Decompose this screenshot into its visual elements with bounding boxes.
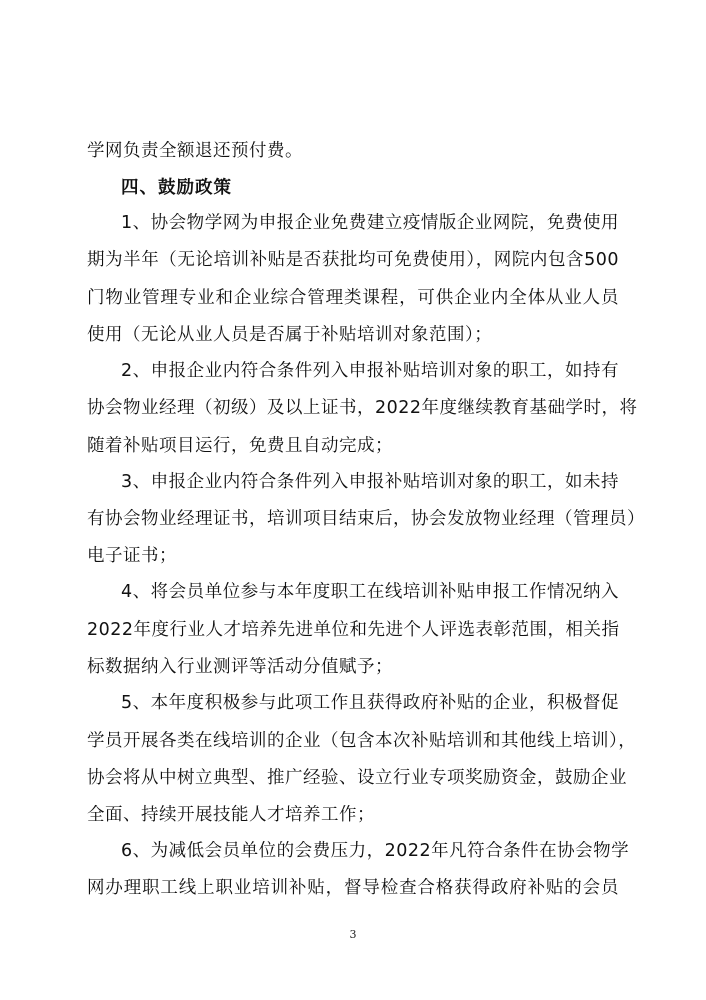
paragraph-line: 3、申报企业内符合条件列入申报补贴培训对象的职工，如未持 [121,472,619,492]
section-heading: 四、鼓励政策 [121,178,232,198]
paragraph-line: 网办理职工线上职业培训补贴，督导检查合格获得政府补贴的会员 [87,878,619,898]
page-number: 3 [349,928,357,941]
paragraph-line: 全面、持续开展技能人才培养工作； [87,805,375,825]
paragraph-line: 电子证书； [87,546,177,566]
paragraph-line: 协会物业经理（初级）及以上证书，2022年度继续教育基础学时，将 [87,398,638,418]
paragraph-line: 随着补贴项目运行，免费且自动完成； [87,436,393,456]
paragraph-line: 5、本年度积极参与此项工作且获得政府补贴的企业，积极督促 [121,693,619,713]
paragraph-line: 4、将会员单位参与本年度职工在线培训补贴申报工作情况纳入 [121,582,619,602]
paragraph-line: 2、申报企业内符合条件列入申报补贴培训对象的职工，如持有 [121,361,619,381]
paragraph-line: 学员开展各类在线培训的企业（包含本次补贴培训和其他线上培训）， [87,731,637,751]
paragraph-line: 协会将从中树立典型、推广经验、设立行业专项奖励资金，鼓励企业 [87,768,627,788]
paragraph-line: 期为半年（无论培训补贴是否获批均可免费使用），网院内包含500 [87,250,619,270]
continuation-line: 学网负责全额退还预付费。 [87,141,303,161]
paragraph-line: 有协会物业经理证书，培训项目结束后，协会发放物业经理（管理员） [87,509,645,529]
paragraph-line: 标数据纳入行业测评等活动分值赋予； [87,657,393,677]
paragraph-line: 门物业管理专业和企业综合管理类课程，可供企业内全体从业人员 [87,288,619,308]
paragraph-line: 6、为减低会员单位的会费压力，2022年凡符合条件在协会物学 [121,841,630,861]
paragraph-line: 1、协会物学网为申报企业免费建立疫情版企业网院，免费使用 [121,213,619,233]
paragraph-line: 2022年度行业人才培养先进单位和先进个人评选表彰范围，相关指 [87,620,620,640]
paragraph-line: 使用（无论从业人员是否属于补贴培训对象范围）； [87,325,493,345]
